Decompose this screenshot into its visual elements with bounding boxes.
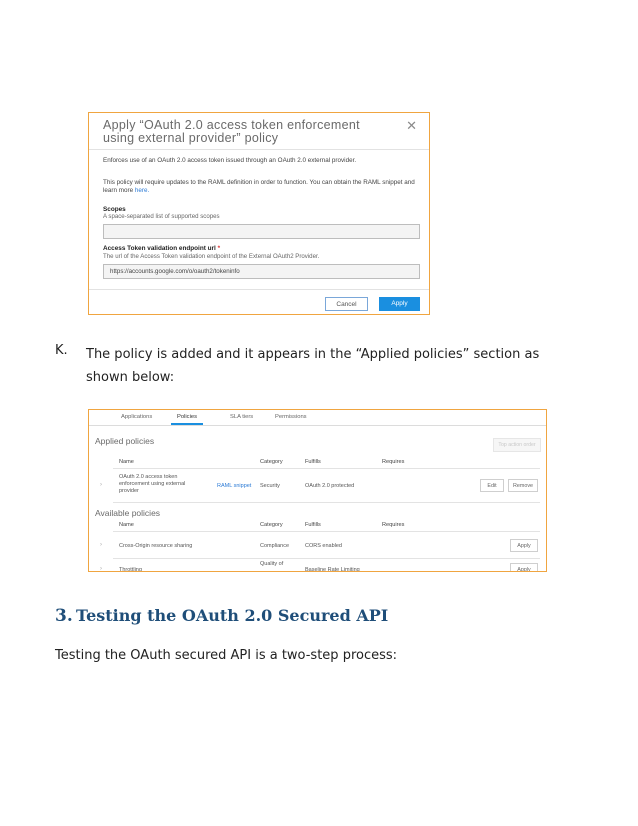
header-divider xyxy=(113,468,540,469)
policy-category: Quality of xyxy=(260,561,284,567)
policy-category: Security xyxy=(260,483,280,489)
dialog-raml-note xyxy=(103,179,417,195)
policy-fulfills: OAuth 2.0 protected xyxy=(305,483,355,489)
available-policies-title: Available policies xyxy=(95,508,161,518)
tab-policies[interactable]: Policies xyxy=(177,414,197,420)
apply-button[interactable]: Apply xyxy=(379,297,420,311)
policy-name: Throttling xyxy=(119,567,142,572)
tab-applications[interactable]: Applications xyxy=(121,414,153,420)
header-divider xyxy=(113,531,540,532)
policies-screenshot xyxy=(88,409,547,572)
dialog-title: Apply “OAuth 2.0 access token enforcement using external provider” policy xyxy=(103,118,360,145)
tab-sla-tiers[interactable]: SLA tiers xyxy=(230,414,254,420)
footer-divider xyxy=(89,289,429,290)
chevron-right-icon[interactable]: › xyxy=(100,482,102,488)
token-endpoint-label-text: Access Token validation endpoint url xyxy=(103,245,216,252)
column-fulfills: Fulfills xyxy=(305,459,321,465)
row-divider xyxy=(113,558,540,559)
chevron-right-icon[interactable]: › xyxy=(100,542,102,548)
policy-name: Cross-Origin resource sharing xyxy=(119,543,193,549)
raml-note-text: This policy will require updates to the RAML definition in order to function. You can obtain the RAML snippet and learn more xyxy=(103,179,415,194)
token-endpoint-help: The url of the Access Token validation endpoint of the External OAuth2 Provider. xyxy=(103,253,320,260)
tab-bar xyxy=(89,410,546,426)
required-marker: * xyxy=(217,245,221,252)
step-text: The policy is added and it appears in the “Applied policies” section as shown below: xyxy=(86,347,540,385)
body-paragraph: Testing the OAuth secured API is a two-step process: xyxy=(55,648,398,663)
token-endpoint-input[interactable]: https://accounts.google.com/o/oauth2/tokeninfo xyxy=(103,264,420,279)
token-endpoint-label xyxy=(103,245,220,252)
scopes-input[interactable] xyxy=(103,224,420,239)
dialog-description: Enforces use of an OAuth 2.0 access token issued through an OAuth 2.0 external provider. xyxy=(103,157,357,164)
raml-snippet-link[interactable]: RAML snippet xyxy=(217,483,252,489)
column-fulfills: Fulfills xyxy=(305,522,321,528)
policy-name: OAuth 2.0 access token enforcement using external provider xyxy=(119,474,186,494)
section-number: 3. xyxy=(55,606,73,626)
active-tab-indicator xyxy=(171,423,203,425)
edit-button[interactable]: Edit xyxy=(480,479,504,492)
applied-policies-title: Applied policies xyxy=(95,436,155,446)
cancel-button[interactable]: Cancel xyxy=(325,297,368,311)
scopes-label: Scopes xyxy=(103,206,126,213)
apply-policy-button[interactable]: Apply xyxy=(510,539,538,552)
column-requires: Requires xyxy=(382,459,405,465)
tab-permissions[interactable]: Permissions xyxy=(275,414,307,420)
top-action-button[interactable]: Top action order xyxy=(493,438,541,452)
step-letter: K. xyxy=(55,343,68,358)
column-category: Category xyxy=(260,522,283,528)
scopes-help: A space-separated list of supported scopes xyxy=(103,213,220,220)
apply-policy-dialog-screenshot xyxy=(88,112,430,315)
column-name: Name xyxy=(119,522,134,528)
chevron-right-icon[interactable]: › xyxy=(100,566,102,572)
learn-more-link[interactable]: here. xyxy=(134,187,150,194)
row-divider xyxy=(113,502,540,503)
section-title: Testing the OAuth 2.0 Secured API xyxy=(76,606,389,625)
column-category: Category xyxy=(260,459,283,465)
policy-fulfills: CORS enabled xyxy=(305,543,342,549)
divider xyxy=(89,149,429,150)
column-requires: Requires xyxy=(382,522,405,528)
policy-fulfills: Baseline Rate Limiting xyxy=(305,567,360,572)
apply-policy-button[interactable]: Apply xyxy=(510,563,538,572)
policy-category: Compliance xyxy=(260,543,290,549)
remove-button[interactable]: Remove xyxy=(508,479,538,492)
close-icon[interactable]: ✕ xyxy=(406,119,417,134)
column-name: Name xyxy=(119,459,134,465)
